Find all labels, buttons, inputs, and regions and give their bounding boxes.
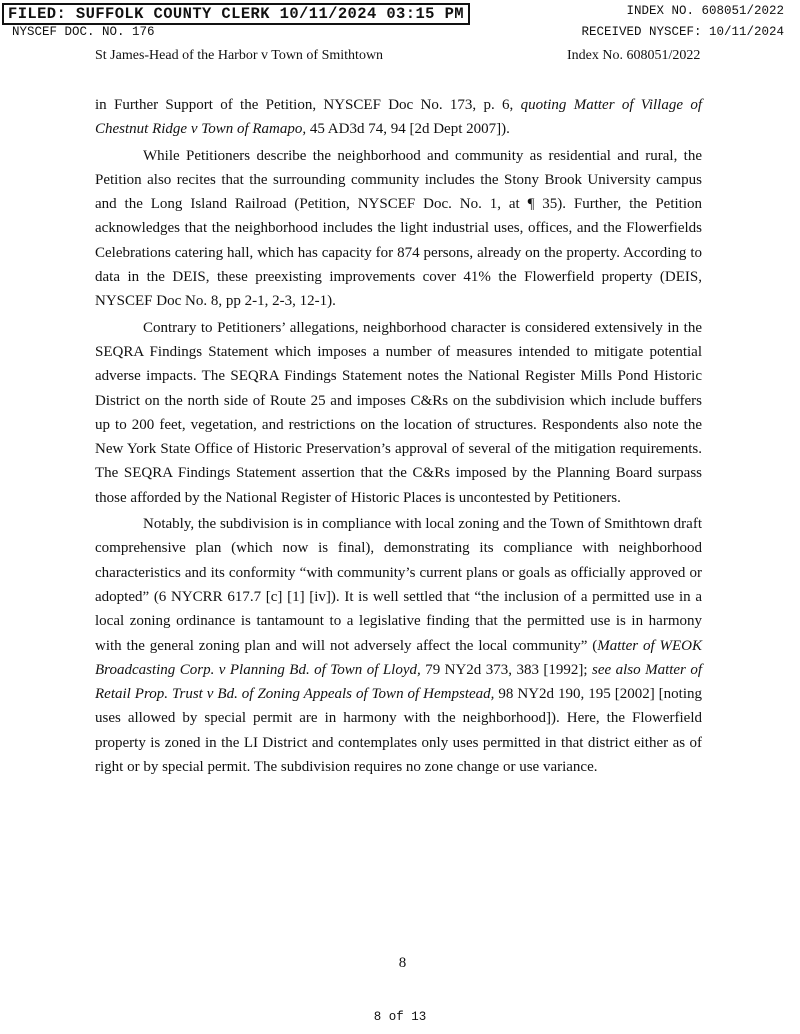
page-count: 8 of 13 <box>373 1010 427 1024</box>
caption-index-number: Index No. 608051/2022 <box>567 48 701 63</box>
paragraph-neighborhood: While Petitioners describe the neighborhood and community as residential and rural, the Petition also recites that the surrounding community includes the Stony Brook University campus and the Long Island Railroad (Petition, NYSCEF Doc. No. 1, at ¶ 35). Further, the Petition acknowledges that the neighborhood includes the light industrial uses, offices, and the Flowerfields Celebrations catering hall, which has capacity for 874 persons, already on the property. According to data in the DEIS, these preexisting improvements cover 41% the Flowerfield property (DEIS, NYSCEF Doc No. 8, pp 2-1, 2-3, 12-1). <box>95 147 702 310</box>
page-number: 8 <box>398 955 407 971</box>
text-run: in Further Support of the Petition, NYSCEF Doc No. 173, p. 6, <box>95 97 521 113</box>
text-run: Notably, the subdivision is in compliance with local zoning and the Town of Smithtown draft comprehensive plan (which now is final), demonstrating its compliance with neighborhood characteristics and its conformity “with community’s current plans or goals as officially approved or adopted” (6 NYCRR 617.7 [c] [1] [iv]). It is well settled that “the inclusion of a permitted use in a local zoning ordinance is tantamount to a legislative finding that the permitted use is in harmony with the general zoning plan and will not adversely affect the local community” ( <box>95 516 702 654</box>
case-citation: see also Matter of Retail Prop. Trust v Bd. of Zoning Appeals of Town of Hempstead, <box>95 661 703 703</box>
paragraph-zoning-compliance <box>95 512 702 779</box>
index-number: INDEX NO. 608051/2022 <box>626 4 784 18</box>
case-citation: quoting Matter of Village of Chestnut Ridge v Town of Ramapo, <box>95 97 702 138</box>
nyscef-doc-number: NYSCEF DOC. NO. 176 <box>12 25 155 39</box>
text-run: 79 NY2d 373, 383 [1992]; <box>420 661 593 678</box>
paragraph-continuation <box>95 93 702 142</box>
text-run: 98 NY2d 190, 195 [2002] [noting uses allowed by special permit are in harmony with the neighborhood]). Here, the Flowerfield property is zoned in the LI District and contemplates only uses permitted in that district either as of right or by special permit. The subdivision requires no zone change or use variance. <box>95 686 702 776</box>
paragraph-seqra-findings: Contrary to Petitioners’ allegations, neighborhood character is considered extensively in the SEQRA Findings Statement which imposes a number of measures intended to mitigate potential adverse impacts. The SEQRA Findings Statement notes the National Register Mills Pond Historic District on the north side of Route 25 and imposes C&Rs on the subdivision which include buffers up to 200 feet, vegetation, and restrictions on the location of structures. Respondents also note the New York State Office of Historic Preservation’s approval of several of the mitigation requirements. The SEQRA Findings Statement assertion that the C&Rs imposed by the Planning Board surpass those afforded by the National Register of Historic Places is uncontested by Petitioners. <box>95 319 702 506</box>
case-citation: Matter of WEOK Broadcasting Corp. v Planning Bd. of Town of Lloyd, <box>95 637 702 678</box>
text-run: 45 AD3d 74, 94 [2d Dept 2007]). <box>306 121 510 138</box>
document-body <box>95 93 702 779</box>
filed-stamp: FILED: SUFFOLK COUNTY CLERK 10/11/2024 03:15 PM <box>2 3 470 25</box>
case-caption: St James-Head of the Harbor v Town of Smithtown <box>95 48 384 63</box>
received-date: RECEIVED NYSCEF: 10/11/2024 <box>581 25 784 39</box>
